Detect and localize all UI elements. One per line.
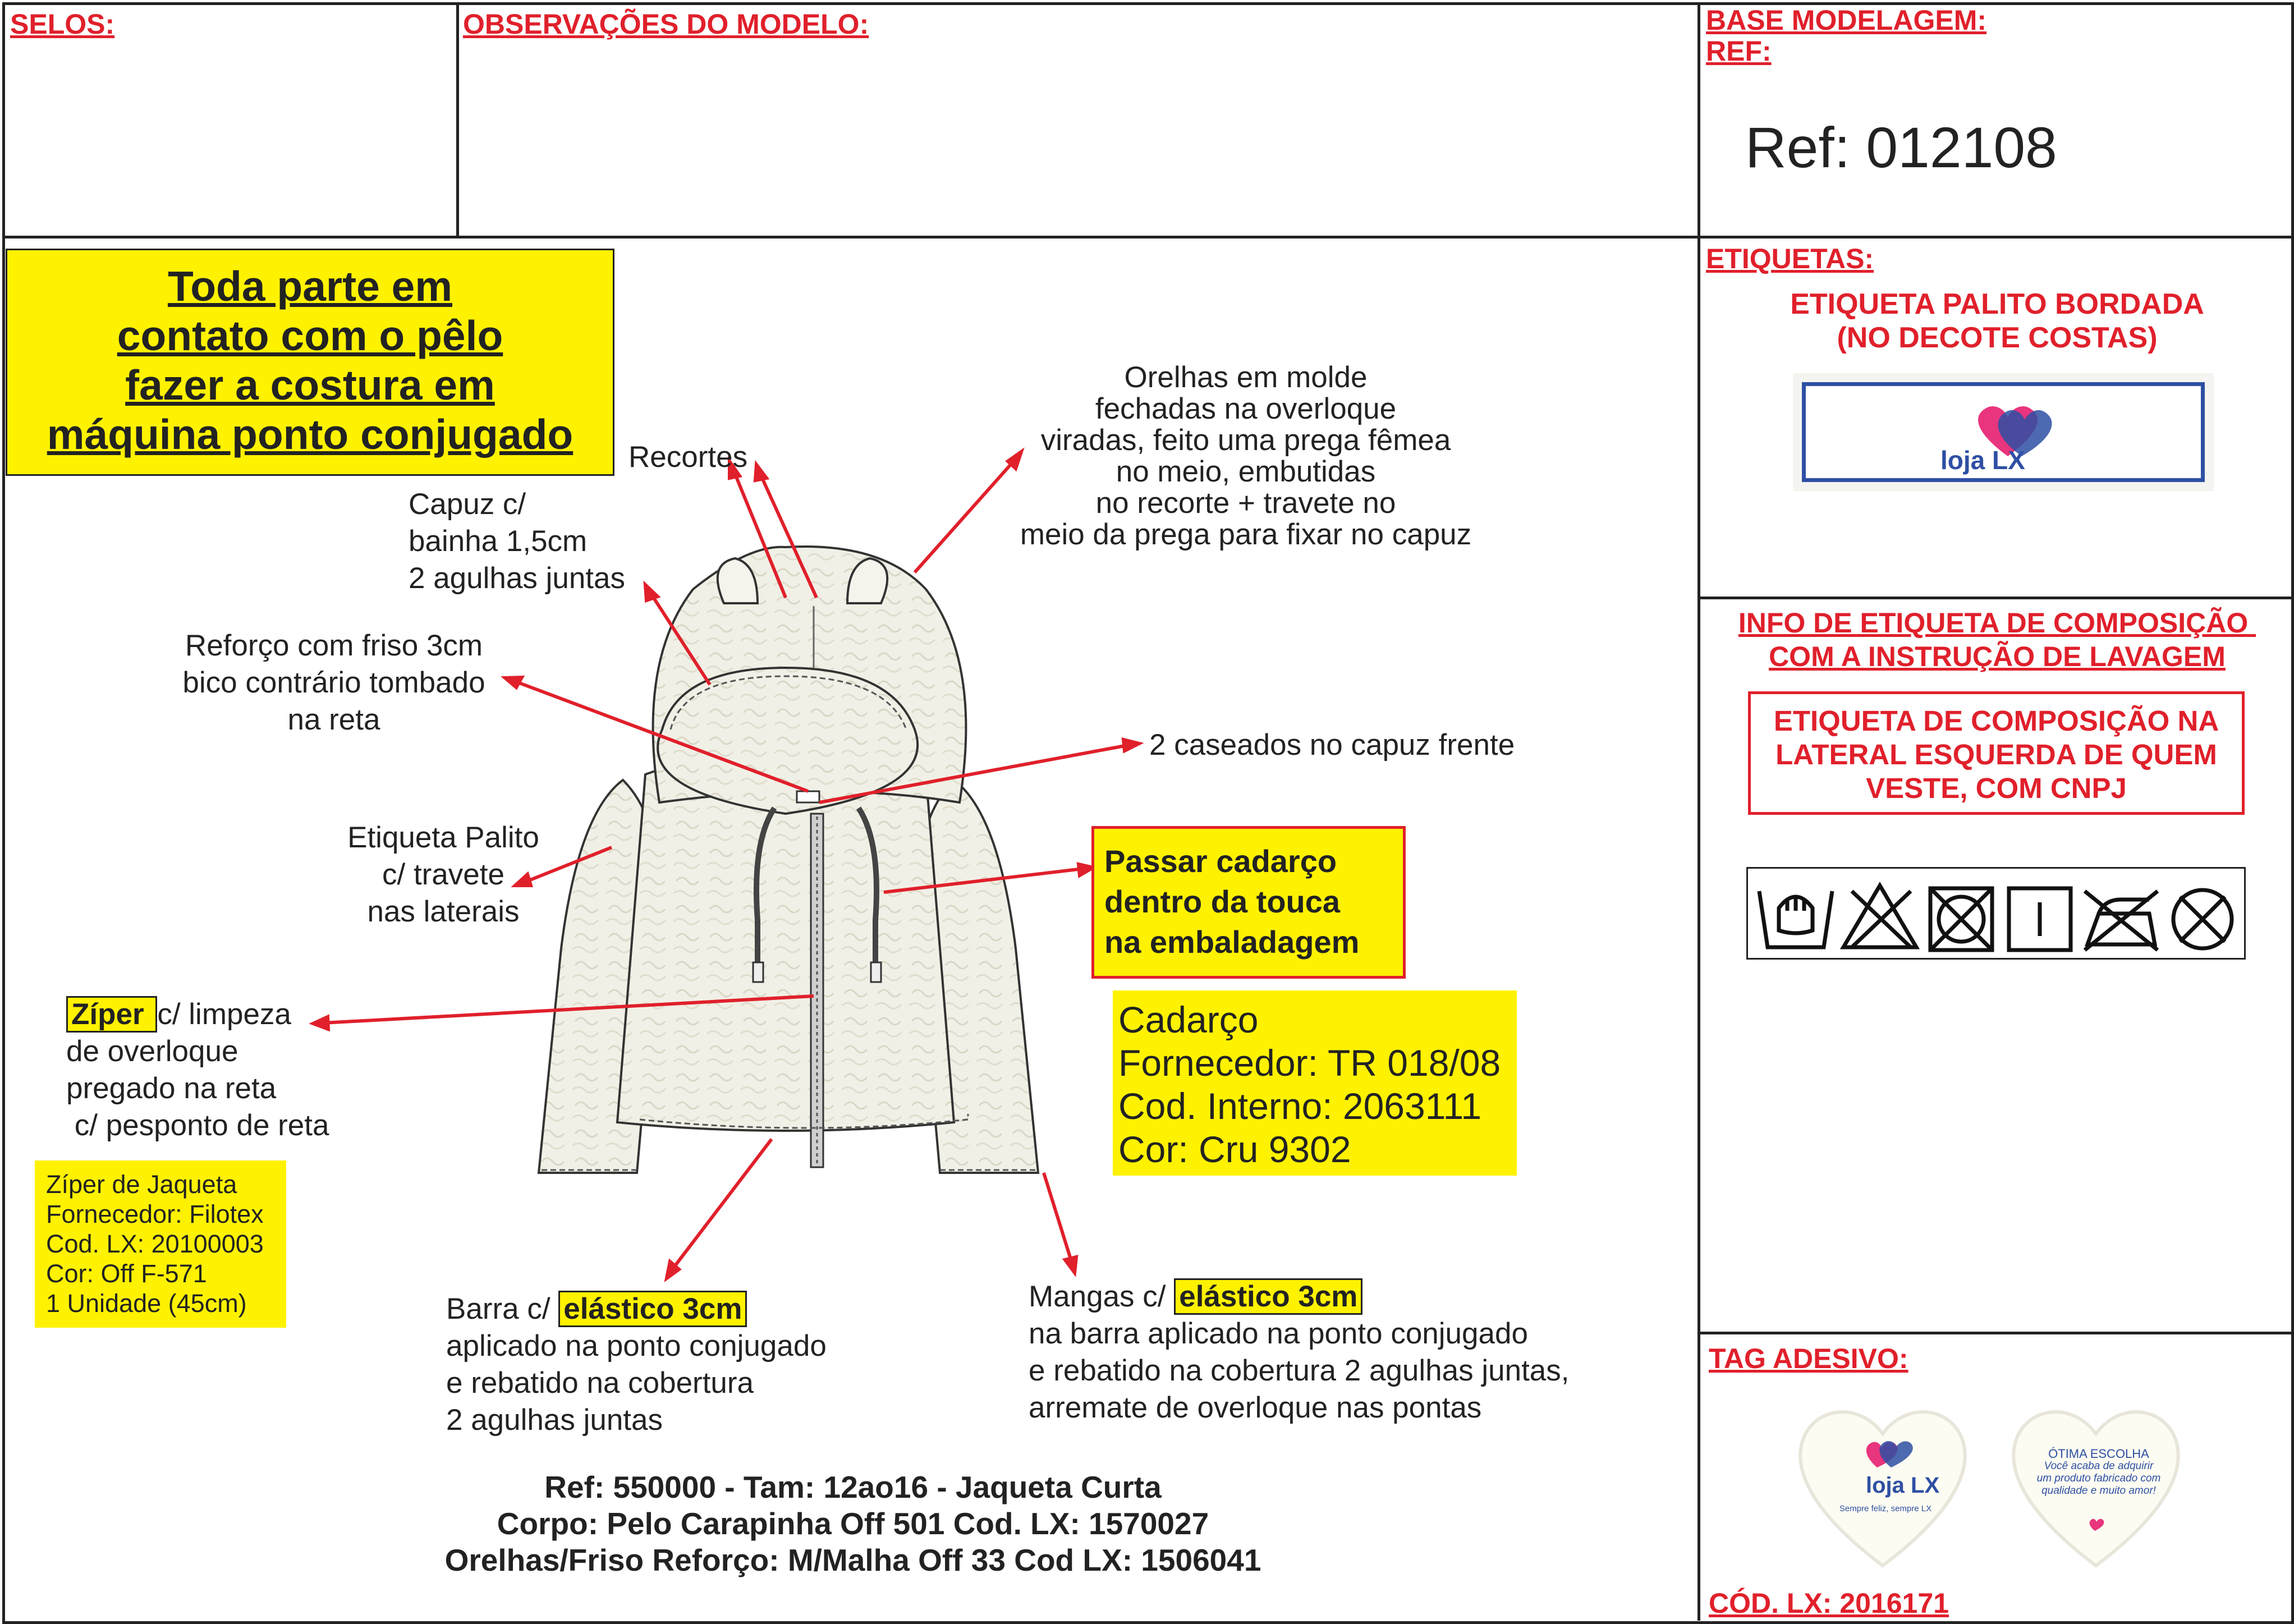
passar-cadarco-box: Passar cadarço dentro da touca na embaladagem: [1091, 826, 1406, 979]
etiqueta-palito-note: Etiqueta Palito c/ travete nas laterais: [347, 821, 539, 928]
capuz-note: Capuz c/ bainha 1,5cm 2 agulhas juntas: [409, 488, 626, 595]
hand-wash-icon: [1759, 891, 1832, 947]
tag-front-logo: loja LX: [1866, 1473, 1940, 1498]
orelhas-note: Orelhas em molde fechadas na overloque viradas, feito uma prega fêmea no meio, embutidas no recorte + travete no meio da prega para fixar no capuz: [1020, 361, 1472, 551]
cadarco-box: Cadarço Fornecedor: TR 018/08 Cod. Interno: 2063111 Cor: Cru 9302: [1113, 990, 1517, 1176]
recortes-note: Recortes: [628, 441, 748, 474]
base-modelagem-label: BASE MODELAGEM:: [1706, 4, 1986, 36]
tag-front-tagline: Sempre feliz, sempre LX: [1839, 1504, 1932, 1513]
ziper-note: Zíper c/ limpeza de overloque pregado na reta c/ pesponto de reta: [66, 996, 329, 1144]
care-symbols-strip: [1746, 867, 2246, 960]
warning-line-2: contato com o pêlo: [117, 312, 503, 359]
selos-label: SELOS:: [10, 8, 115, 40]
barra-highlight: elástico 3cm: [558, 1291, 747, 1327]
footer-specs: Ref: 550000 - Tam: 12ao16 - Jaqueta Curta Corpo: Pelo Carapinha Off 501 Cod. LX: 1570027 Orelhas/Friso Reforço: M/Malha Off 33 Cod LX: 1506041: [444, 1470, 1261, 1577]
tag-adesivo-label: TAG ADESIVO:: [1709, 1343, 1908, 1374]
mangas-highlight: elástico 3cm: [1174, 1278, 1362, 1315]
mangas-note: Mangas c/ elástico 3cm na barra aplicado na ponto conjugado e rebatido na cobertura 2 agulhas juntas, arremate de overloque nas pontas: [1029, 1278, 1570, 1426]
etiqueta-palito-label: [1793, 373, 2214, 491]
tag-back-text: ÓTIMA ESCOLHA Você acaba de adquirir um produto fabricado com qualidade e muito amor!: [2036, 1447, 2161, 1497]
etiqueta-palito-title: ETIQUETA PALITO BORDADA (NO DECOTE COSTAS): [1790, 288, 2204, 354]
warning-line-3: fazer a costura em: [125, 361, 495, 409]
logo-text: loja LX: [1940, 446, 2025, 475]
no-tumble-dry-icon: [1930, 888, 1992, 950]
cod-lx: CÓD. LX: 2016171: [1709, 1588, 1949, 1619]
observacoes-label: OBSERVAÇÕES DO MODELO:: [463, 8, 869, 40]
ref-label: REF:: [1706, 35, 1772, 67]
care-symbols-svg: [1748, 869, 2247, 961]
composicao-box: ETIQUETA DE COMPOSIÇÃO NA LATERAL ESQUERDA DE QUEM VESTE, COM CNPJ: [1748, 691, 2245, 815]
barra-note: Barra c/ elástico 3cm aplicado na ponto conjugado e rebatido na cobertura 2 agulhas juntas: [446, 1291, 827, 1439]
no-bleach-icon: [1843, 886, 1916, 947]
warning-line-1: Toda parte em: [167, 263, 453, 310]
no-dry-clean-icon: [2173, 890, 2232, 948]
warning-line-4: máquina ponto conjugado: [47, 411, 574, 458]
caseados-note: 2 caseados no capuz frente: [1149, 728, 1515, 761]
info-composicao-label: INFO DE ETIQUETA DE COMPOSIÇÃO COM A INSTRUÇÃO DE LAVAGEM: [1738, 607, 2256, 672]
ziper-supplier-box: Zíper de Jaqueta Fornecedor: Filotex Cod. LX: 20100003 Cor: Off F-571 1 Unidade (45cm): [35, 1160, 286, 1328]
etiquetas-label: ETIQUETAS:: [1706, 243, 1874, 274]
no-iron-icon: [2085, 891, 2158, 950]
line-dry-icon: [2009, 888, 2071, 950]
ziper-highlight: Zíper: [66, 996, 157, 1033]
reforco-note: Reforço com friso 3cm bico contrário tombado na reta: [182, 629, 485, 736]
ref-value: Ref: 012108: [1745, 116, 2057, 180]
cod-lx-value: 2016171: [1839, 1588, 1949, 1619]
